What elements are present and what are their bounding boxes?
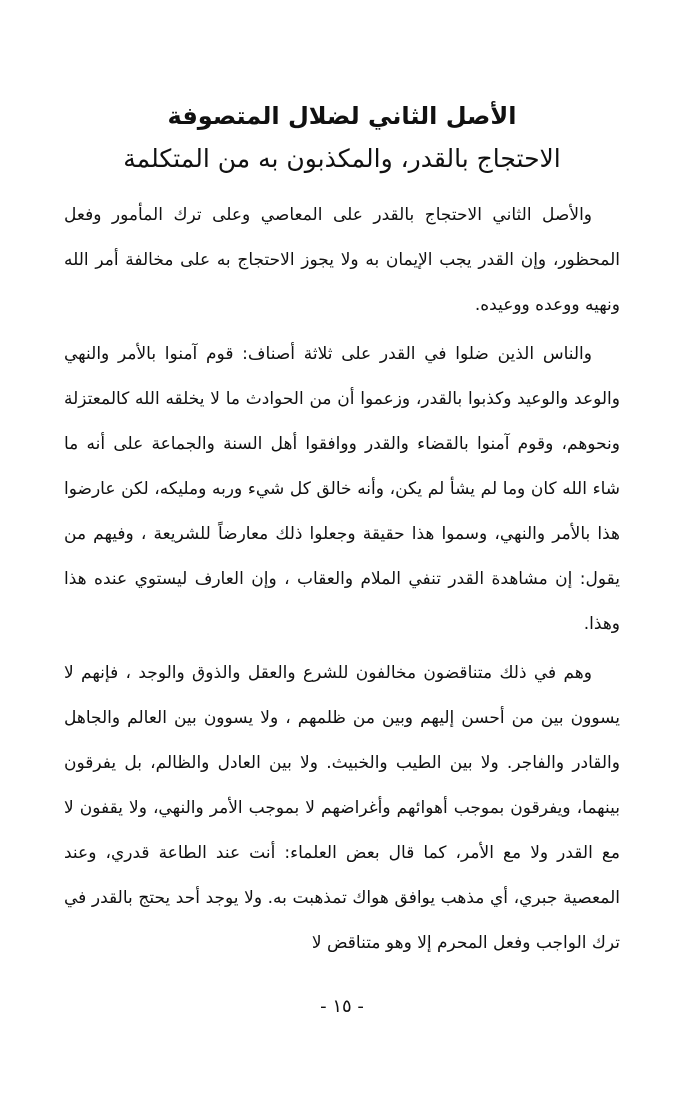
page-number: - ١٥ - — [320, 996, 364, 1017]
page-content — [64, 92, 620, 970]
paragraph-3: وهم في ذلك متناقضون مخالفون للشرع والعقل والذوق والوجد ، فإنهم لا يسوون بين من أحسن إليهم وبين من ظلمهم ، ولا يسوون بين العالم والجاهل والقادر والفاجر. ولا بين الطيب والخبيث. ولا بين العادل والظالم، بل يفرقون بينهما، ويفرقون بموجب أهوائهم وأغراضهم لا بموجب الأمر والنهي، ولا يقفون لا مع القدر ولا مع الأمر، كما قال بعض العلماء: أنت عند الطاعة قدري، وعند المعصية جبري، أي مذهب يوافق هواك تمذهبت به. ولا يوجد أحد يحتج بالقدر في ترك الواجب وفعل المحرم إلا وهو متناقض لا — [64, 663, 620, 954]
paragraph-1: والأصل الثاني الاحتجاج بالقدر على المعاصي وعلى ترك المأمور وفعل المحظور، وإن القدر يجب الإيمان به ولا يجوز الاحتجاج به على مخالفة أمر الله ونهيه ووعده ووعيده. — [64, 205, 620, 316]
paragraph-2: والناس الذين ضلوا في القدر على ثلاثة أصناف: قوم آمنوا بالأمر والنهي والوعد والوعيد وكذبوا بالقدر، وزعموا أن من الحوادث ما لا يخلقه الله كالمعتزلة ونحوهم، وقوم آمنوا بالقضاء والقدر ووافقوا أهل السنة والجماعة على أنه ما شاء الله كان وما لم يشأ لم يكن، وأنه خالق كل شيء وربه ومليكه، لكن عارضوا هذا بالأمر والنهي، وسموا هذا حقيقة وجعلوا ذلك معارضاً للشريعة ، وفيهم من يقول: إن مشاهدة القدر تنفي الملام والعقاب ، وإن العارف ليستوي عنده هذا وهذا. — [64, 344, 620, 635]
section-subheading: الاحتجاج بالقدر، والمكذبون به من المتكلمة — [123, 143, 561, 173]
section-heading: الأصل الثاني لضلال المتصوفة — [167, 102, 517, 130]
